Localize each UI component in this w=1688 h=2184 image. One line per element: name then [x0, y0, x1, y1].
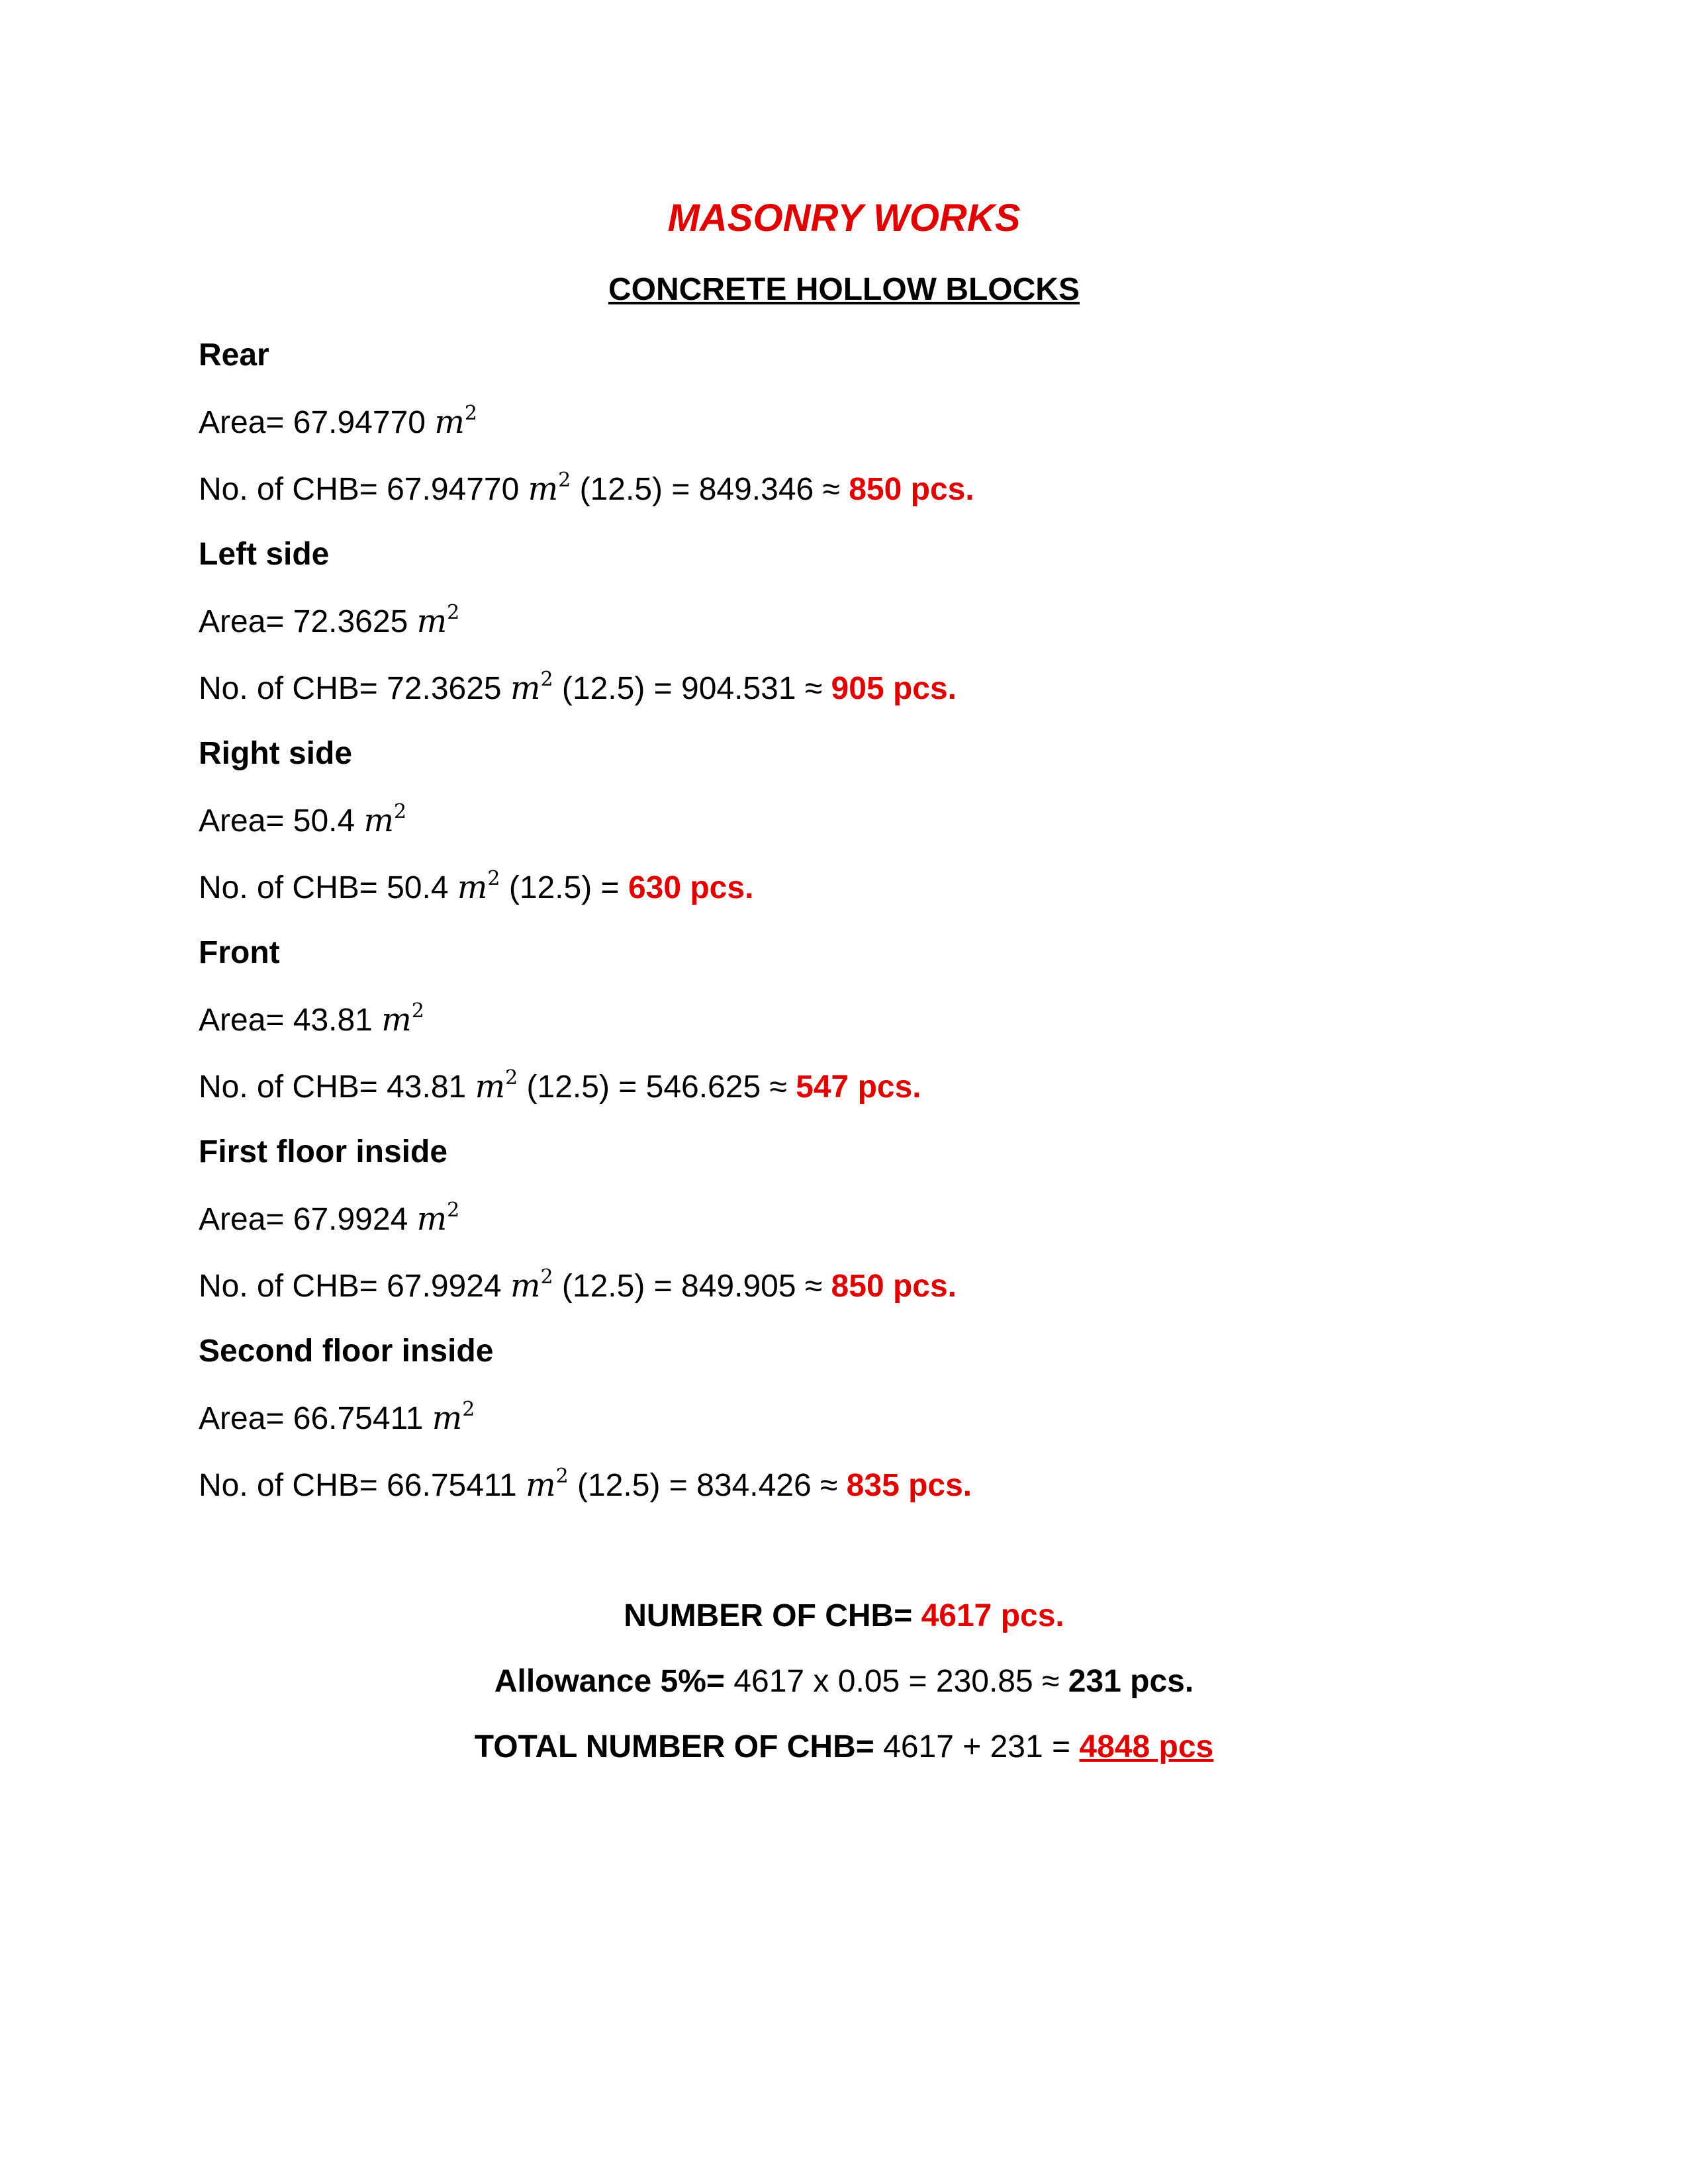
- area-line-left-side: Area= 72.3625 $m^2$: [199, 601, 460, 640]
- section-heading-right-side: Right side: [199, 736, 353, 771]
- page-title: MASONRY WORKS: [667, 197, 1021, 240]
- chb-line-left-side: No. of CHB= 72.3625 $m^2$ (12.5) = 904.531 ≈ 905 pcs.: [199, 668, 957, 707]
- area-line-right-side: Area= 50.4 $m^2$: [199, 800, 407, 839]
- unit-m2: $m^2$: [510, 1265, 553, 1304]
- chb-line-right-side: No. of CHB= 50.4 $m^2$ (12.5) = 630 pcs.: [199, 867, 754, 906]
- chb-result-front: 547 pcs.: [796, 1069, 921, 1105]
- chb-result-right-side: 630 pcs.: [628, 870, 754, 905]
- unit-m2: $m^2$: [432, 1398, 475, 1437]
- area-line-second-floor-inside: Area= 66.75411 $m^2$: [199, 1398, 475, 1437]
- section-heading-front: Front: [199, 935, 280, 970]
- section-heading-first-floor-inside: First floor inside: [199, 1134, 448, 1169]
- chb-result-left-side: 905 pcs.: [831, 671, 957, 706]
- chb-result-second-floor-inside: 835 pcs.: [846, 1468, 972, 1503]
- chb-line-second-floor-inside: No. of CHB= 66.75411 $m^2$ (12.5) = 834.426 ≈ 835 pcs.: [199, 1465, 972, 1504]
- unit-m2: $m^2$: [526, 1465, 569, 1504]
- section-heading-second-floor-inside: Second floor inside: [199, 1334, 494, 1369]
- chb-line-rear: No. of CHB= 67.94770 $m^2$ (12.5) = 849.346 ≈ 850 pcs.: [199, 469, 974, 508]
- chb-result-first-floor-inside: 850 pcs.: [831, 1269, 957, 1304]
- unit-m2: $m^2$: [475, 1066, 518, 1105]
- summary-number-of-chb: NUMBER OF CHB= 4617 pcs.: [624, 1598, 1064, 1633]
- section-heading-rear: Rear: [199, 338, 269, 373]
- unit-m2: $m^2$: [434, 402, 477, 441]
- summary-total: TOTAL NUMBER OF CHB= 4617 + 231 = 4848 pcs: [474, 1729, 1214, 1764]
- section-heading-left-side: Left side: [199, 537, 330, 572]
- page-subtitle: CONCRETE HOLLOW BLOCKS: [608, 272, 1080, 307]
- summary-number-value: 4617 pcs.: [921, 1598, 1064, 1633]
- chb-line-front: No. of CHB= 43.81 $m^2$ (12.5) = 546.625 ≈ 547 pcs.: [199, 1066, 921, 1105]
- unit-m2: $m^2$: [416, 1199, 460, 1238]
- unit-m2: $m^2$: [381, 999, 424, 1038]
- unit-m2: $m^2$: [510, 668, 553, 707]
- area-line-front: Area= 43.81 $m^2$: [199, 999, 424, 1038]
- area-line-rear: Area= 67.94770 $m^2$: [199, 402, 477, 441]
- area-line-first-floor-inside: Area= 67.9924 $m^2$: [199, 1199, 460, 1238]
- summary-total-value: 4848 pcs: [1079, 1729, 1214, 1764]
- chb-result-rear: 850 pcs.: [849, 472, 974, 507]
- unit-m2: $m^2$: [363, 800, 407, 839]
- unit-m2: $m^2$: [457, 867, 500, 906]
- summary-allowance-value: 231 pcs.: [1068, 1664, 1194, 1699]
- chb-line-first-floor-inside: No. of CHB= 67.9924 $m^2$ (12.5) = 849.905 ≈ 850 pcs.: [199, 1265, 957, 1304]
- unit-m2: $m^2$: [416, 601, 460, 640]
- unit-m2: $m^2$: [528, 469, 571, 508]
- summary-allowance: Allowance 5%= 4617 x 0.05 = 230.85 ≈ 231 pcs.: [494, 1664, 1194, 1699]
